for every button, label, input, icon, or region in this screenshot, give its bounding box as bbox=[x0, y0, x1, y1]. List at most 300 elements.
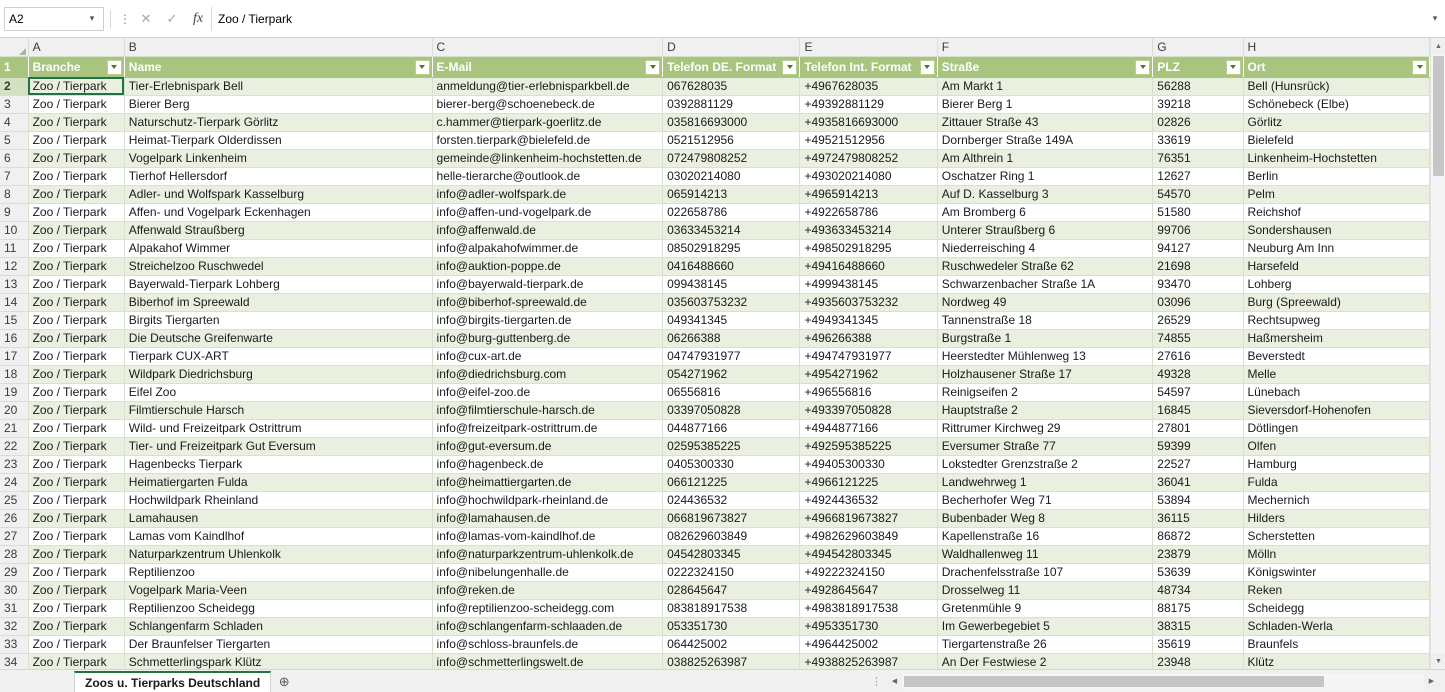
cell[interactable]: +493633453214 bbox=[800, 221, 937, 239]
cell[interactable]: Bubenbader Weg 8 bbox=[937, 509, 1153, 527]
cell[interactable]: 16845 bbox=[1153, 401, 1243, 419]
cell[interactable]: Zoo / Tierpark bbox=[28, 401, 124, 419]
cell[interactable]: 94127 bbox=[1153, 239, 1243, 257]
cell[interactable]: +492595385225 bbox=[800, 437, 937, 455]
table-row[interactable] bbox=[0, 491, 1430, 509]
column-header-a[interactable]: A bbox=[28, 38, 124, 56]
cell[interactable]: info@reptilienzoo-scheidegg.com bbox=[432, 599, 663, 617]
cell[interactable]: Sieversdorf-Hohenofen bbox=[1243, 401, 1430, 419]
cell[interactable]: Vogelpark Linkenheim bbox=[124, 149, 432, 167]
cell[interactable]: 053351730 bbox=[663, 617, 800, 635]
cell[interactable]: Zoo / Tierpark bbox=[28, 617, 124, 635]
table-row[interactable] bbox=[0, 149, 1430, 167]
expand-formula-bar-icon[interactable]: ▾ bbox=[1432, 13, 1438, 23]
cell[interactable]: 86872 bbox=[1153, 527, 1243, 545]
cell[interactable]: +49405300330 bbox=[800, 455, 937, 473]
table-row[interactable] bbox=[0, 131, 1430, 149]
cell[interactable]: Naturschutz-Tierpark Görlitz bbox=[124, 113, 432, 131]
cell[interactable]: +4938825263987 bbox=[800, 653, 937, 669]
cell[interactable]: Zoo / Tierpark bbox=[28, 113, 124, 131]
scroll-up-icon[interactable]: ▲ bbox=[1431, 38, 1445, 54]
row-header-10[interactable]: 10 bbox=[0, 221, 28, 239]
scroll-down-icon[interactable]: ▼ bbox=[1431, 653, 1445, 669]
table-row[interactable] bbox=[0, 527, 1430, 545]
table-row[interactable] bbox=[0, 509, 1430, 527]
cell[interactable]: Zoo / Tierpark bbox=[28, 293, 124, 311]
cell[interactable]: +498502918295 bbox=[800, 239, 937, 257]
cell[interactable]: Gretenmühle 9 bbox=[937, 599, 1153, 617]
cell[interactable]: Ruschwedeler Straße 62 bbox=[937, 257, 1153, 275]
table-row[interactable] bbox=[0, 257, 1430, 275]
filter-dropdown-icon[interactable] bbox=[415, 60, 430, 75]
table-row[interactable] bbox=[0, 329, 1430, 347]
cell[interactable]: 066121225 bbox=[663, 473, 800, 491]
cell[interactable]: Klütz bbox=[1243, 653, 1430, 669]
table-row[interactable] bbox=[0, 455, 1430, 473]
row-header-27[interactable]: 27 bbox=[0, 527, 28, 545]
cell[interactable]: info@reken.de bbox=[432, 581, 663, 599]
horizontal-scrollbar[interactable] bbox=[887, 674, 1439, 689]
cell[interactable]: info@affen-und-vogelpark.de bbox=[432, 203, 663, 221]
cell[interactable]: 49328 bbox=[1153, 365, 1243, 383]
cell[interactable]: Bielefeld bbox=[1243, 131, 1430, 149]
cell[interactable]: 99706 bbox=[1153, 221, 1243, 239]
cell[interactable]: Zoo / Tierpark bbox=[28, 149, 124, 167]
cell[interactable]: +4935816693000 bbox=[800, 113, 937, 131]
cell[interactable]: Eifel Zoo bbox=[124, 383, 432, 401]
chevron-down-icon[interactable]: ▾ bbox=[89, 13, 95, 23]
cell[interactable]: info@affenwald.de bbox=[432, 221, 663, 239]
cell[interactable]: 38315 bbox=[1153, 617, 1243, 635]
cell[interactable]: Lünebach bbox=[1243, 383, 1430, 401]
cell[interactable]: info@schloss-braunfels.de bbox=[432, 635, 663, 653]
cell[interactable]: Rittrumer Kirchweg 29 bbox=[937, 419, 1153, 437]
cell[interactable]: Schmetterlingspark Klütz bbox=[124, 653, 432, 669]
cell[interactable]: Zoo / Tierpark bbox=[28, 185, 124, 203]
cell[interactable]: helle-tierarche@outlook.de bbox=[432, 167, 663, 185]
cell[interactable]: gemeinde@linkenheim-hochstetten.de bbox=[432, 149, 663, 167]
cell[interactable]: +496266388 bbox=[800, 329, 937, 347]
row-header-19[interactable]: 19 bbox=[0, 383, 28, 401]
cell[interactable]: 59399 bbox=[1153, 437, 1243, 455]
cell[interactable]: Zoo / Tierpark bbox=[28, 275, 124, 293]
cell[interactable]: 23948 bbox=[1153, 653, 1243, 669]
cell[interactable]: Hagenbecks Tierpark bbox=[124, 455, 432, 473]
cell[interactable]: +4954271962 bbox=[800, 365, 937, 383]
cell[interactable]: +4965914213 bbox=[800, 185, 937, 203]
cell[interactable]: 93470 bbox=[1153, 275, 1243, 293]
table-row[interactable] bbox=[0, 239, 1430, 257]
cell[interactable]: 06556816 bbox=[663, 383, 800, 401]
scroll-left-icon[interactable]: ◀ bbox=[887, 674, 902, 689]
cell[interactable]: Zoo / Tierpark bbox=[28, 491, 124, 509]
cell[interactable]: Melle bbox=[1243, 365, 1430, 383]
table-row[interactable] bbox=[0, 617, 1430, 635]
table-row[interactable] bbox=[0, 383, 1430, 401]
cell[interactable]: +4953351730 bbox=[800, 617, 937, 635]
cell[interactable]: 03096 bbox=[1153, 293, 1243, 311]
table-row[interactable] bbox=[0, 473, 1430, 491]
row-header-15[interactable]: 15 bbox=[0, 311, 28, 329]
cell[interactable]: Wildpark Diedrichsburg bbox=[124, 365, 432, 383]
cell[interactable]: Am Markt 1 bbox=[937, 77, 1153, 95]
cell[interactable]: 035603753232 bbox=[663, 293, 800, 311]
cell[interactable]: +4924436532 bbox=[800, 491, 937, 509]
cell[interactable]: Lamahausen bbox=[124, 509, 432, 527]
row-header-23[interactable]: 23 bbox=[0, 455, 28, 473]
cell[interactable]: forsten.tierpark@bielefeld.de bbox=[432, 131, 663, 149]
cell[interactable]: 066819673827 bbox=[663, 509, 800, 527]
cell[interactable]: Braunfels bbox=[1243, 635, 1430, 653]
cell[interactable]: 03633453214 bbox=[663, 221, 800, 239]
filter-dropdown-icon[interactable] bbox=[920, 60, 935, 75]
cell[interactable]: Zoo / Tierpark bbox=[28, 437, 124, 455]
cell[interactable]: 48734 bbox=[1153, 581, 1243, 599]
cell[interactable]: 74855 bbox=[1153, 329, 1243, 347]
cell[interactable]: info@naturparkzentrum-uhlenkolk.de bbox=[432, 545, 663, 563]
sheet-tab-zoos[interactable] bbox=[74, 671, 271, 692]
cell[interactable]: info@heimattiergarten.de bbox=[432, 473, 663, 491]
row-header-30[interactable]: 30 bbox=[0, 581, 28, 599]
cell[interactable]: +4982629603849 bbox=[800, 527, 937, 545]
cell[interactable]: info@adler-wolfspark.de bbox=[432, 185, 663, 203]
cell[interactable]: 067628035 bbox=[663, 77, 800, 95]
cell[interactable]: 08502918295 bbox=[663, 239, 800, 257]
cell[interactable]: info@nibelungenhalle.de bbox=[432, 563, 663, 581]
cell[interactable]: info@cux-art.de bbox=[432, 347, 663, 365]
cell[interactable]: Zoo / Tierpark bbox=[28, 383, 124, 401]
cell[interactable]: 53639 bbox=[1153, 563, 1243, 581]
row-header-22[interactable]: 22 bbox=[0, 437, 28, 455]
cell[interactable]: Mechernich bbox=[1243, 491, 1430, 509]
worksheet-grid[interactable] bbox=[0, 38, 1445, 669]
cell[interactable]: Becherhofer Weg 71 bbox=[937, 491, 1153, 509]
horizontal-scroll-thumb[interactable] bbox=[904, 676, 1324, 687]
cell[interactable]: Landwehrweg 1 bbox=[937, 473, 1153, 491]
cell[interactable]: 099438145 bbox=[663, 275, 800, 293]
cell[interactable]: Rechtsupweg bbox=[1243, 311, 1430, 329]
cell[interactable]: 21698 bbox=[1153, 257, 1243, 275]
cell[interactable]: info@alpakahofwimmer.de bbox=[432, 239, 663, 257]
row-header-32[interactable]: 32 bbox=[0, 617, 28, 635]
table-row[interactable] bbox=[0, 653, 1430, 669]
cell[interactable]: Streichelzoo Ruschwedel bbox=[124, 257, 432, 275]
cell[interactable]: Eversumer Straße 77 bbox=[937, 437, 1153, 455]
cell[interactable]: Zoo / Tierpark bbox=[28, 599, 124, 617]
cell[interactable]: +4949341345 bbox=[800, 311, 937, 329]
cell[interactable]: info@birgits-tiergarten.de bbox=[432, 311, 663, 329]
cell[interactable]: Königswinter bbox=[1243, 563, 1430, 581]
cell[interactable]: Neuburg Am Inn bbox=[1243, 239, 1430, 257]
cell[interactable]: Burg (Spreewald) bbox=[1243, 293, 1430, 311]
table-row[interactable] bbox=[0, 365, 1430, 383]
cell[interactable]: Affen- und Vogelpark Eckenhagen bbox=[124, 203, 432, 221]
cell[interactable]: 56288 bbox=[1153, 77, 1243, 95]
cell[interactable]: Zoo / Tierpark bbox=[28, 527, 124, 545]
cell[interactable]: 36041 bbox=[1153, 473, 1243, 491]
cell[interactable]: +496556816 bbox=[800, 383, 937, 401]
horizontal-scroll-track[interactable] bbox=[902, 674, 1424, 689]
row-header-16[interactable]: 16 bbox=[0, 329, 28, 347]
cell[interactable]: Zoo / Tierpark bbox=[28, 635, 124, 653]
insert-function-icon[interactable]: fx bbox=[192, 10, 204, 26]
cell[interactable]: +4922658786 bbox=[800, 203, 937, 221]
cell[interactable]: Harsefeld bbox=[1243, 257, 1430, 275]
row-header-25[interactable]: 25 bbox=[0, 491, 28, 509]
add-sheet-icon[interactable]: ⊕ bbox=[278, 673, 290, 689]
table-header-cell[interactable]: PLZ bbox=[1153, 56, 1243, 77]
cell[interactable]: +4928645647 bbox=[800, 581, 937, 599]
cell[interactable]: +4935603753232 bbox=[800, 293, 937, 311]
cell[interactable]: Zoo / Tierpark bbox=[28, 77, 124, 95]
cell[interactable]: Im Gewerbegebiet 5 bbox=[937, 617, 1153, 635]
cell[interactable]: Lokstedter Grenzstraße 2 bbox=[937, 455, 1153, 473]
cell[interactable]: +4966121225 bbox=[800, 473, 937, 491]
cell[interactable]: +494747931977 bbox=[800, 347, 937, 365]
cell[interactable]: 39218 bbox=[1153, 95, 1243, 113]
row-header-2[interactable]: 2 bbox=[0, 77, 28, 95]
cell[interactable]: 36115 bbox=[1153, 509, 1243, 527]
cell[interactable]: info@filmtierschule-harsch.de bbox=[432, 401, 663, 419]
cell[interactable]: 0405300330 bbox=[663, 455, 800, 473]
more-options-icon[interactable]: ⋮ bbox=[119, 11, 131, 26]
cell[interactable]: Adler- und Wolfspark Kasselburg bbox=[124, 185, 432, 203]
cell[interactable]: 51580 bbox=[1153, 203, 1243, 221]
cell[interactable]: info@eifel-zoo.de bbox=[432, 383, 663, 401]
cell[interactable]: 049341345 bbox=[663, 311, 800, 329]
cell[interactable]: Schladen-Werla bbox=[1243, 617, 1430, 635]
table-row[interactable] bbox=[0, 185, 1430, 203]
cell[interactable]: Görlitz bbox=[1243, 113, 1430, 131]
cell[interactable]: 04542803345 bbox=[663, 545, 800, 563]
table-row[interactable] bbox=[0, 113, 1430, 131]
cell[interactable]: Zoo / Tierpark bbox=[28, 167, 124, 185]
cell[interactable]: Zoo / Tierpark bbox=[28, 365, 124, 383]
row-header-34[interactable]: 34 bbox=[0, 653, 28, 669]
table-row[interactable] bbox=[0, 581, 1430, 599]
cell[interactable]: info@burg-guttenberg.de bbox=[432, 329, 663, 347]
table-row[interactable] bbox=[0, 347, 1430, 365]
cell[interactable]: +4999438145 bbox=[800, 275, 937, 293]
cell[interactable]: 26529 bbox=[1153, 311, 1243, 329]
cell[interactable]: Zoo / Tierpark bbox=[28, 311, 124, 329]
cell[interactable]: info@lamas-vom-kaindlhof.de bbox=[432, 527, 663, 545]
cell[interactable]: info@lamahausen.de bbox=[432, 509, 663, 527]
cell[interactable]: anmeldung@tier-erlebnisparkbell.de bbox=[432, 77, 663, 95]
cell[interactable]: info@auktion-poppe.de bbox=[432, 257, 663, 275]
cell[interactable]: 022658786 bbox=[663, 203, 800, 221]
vertical-scroll-thumb[interactable] bbox=[1433, 56, 1444, 176]
cell[interactable]: Schwarzenbacher Straße 1A bbox=[937, 275, 1153, 293]
cell[interactable]: 88175 bbox=[1153, 599, 1243, 617]
cell[interactable]: Am Bromberg 6 bbox=[937, 203, 1153, 221]
cell[interactable]: Pelm bbox=[1243, 185, 1430, 203]
cell[interactable]: +49222324150 bbox=[800, 563, 937, 581]
cell[interactable]: Bierer Berg 1 bbox=[937, 95, 1153, 113]
cell[interactable]: info@hagenbeck.de bbox=[432, 455, 663, 473]
cell[interactable]: +4964425002 bbox=[800, 635, 937, 653]
cell[interactable]: 27801 bbox=[1153, 419, 1243, 437]
column-header-d[interactable]: D bbox=[663, 38, 800, 56]
cell[interactable]: info@freizeitpark-ostrittrum.de bbox=[432, 419, 663, 437]
cell[interactable]: Der Braunfelser Tiergarten bbox=[124, 635, 432, 653]
cell[interactable]: Dötlingen bbox=[1243, 419, 1430, 437]
cell[interactable]: Lamas vom Kaindlhof bbox=[124, 527, 432, 545]
row-header-6[interactable]: 6 bbox=[0, 149, 28, 167]
cell[interactable]: Affenwald Straußberg bbox=[124, 221, 432, 239]
cell[interactable]: Die Deutsche Greifenwarte bbox=[124, 329, 432, 347]
cell[interactable]: Berlin bbox=[1243, 167, 1430, 185]
cell[interactable]: Biberhof im Spreewald bbox=[124, 293, 432, 311]
cell[interactable]: Dornberger Straße 149A bbox=[937, 131, 1153, 149]
cell[interactable]: Reken bbox=[1243, 581, 1430, 599]
cell[interactable]: Tier-Erlebnispark Bell bbox=[124, 77, 432, 95]
column-header-h[interactable]: H bbox=[1243, 38, 1430, 56]
cell[interactable]: 054271962 bbox=[663, 365, 800, 383]
cell[interactable]: 76351 bbox=[1153, 149, 1243, 167]
cell[interactable]: Reichshof bbox=[1243, 203, 1430, 221]
table-row[interactable] bbox=[0, 293, 1430, 311]
row-header-7[interactable]: 7 bbox=[0, 167, 28, 185]
cell[interactable]: An Der Festwiese 2 bbox=[937, 653, 1153, 669]
cell[interactable]: Zoo / Tierpark bbox=[28, 545, 124, 563]
cell[interactable]: Zoo / Tierpark bbox=[28, 509, 124, 527]
column-header-e[interactable]: E bbox=[800, 38, 937, 56]
row-header-20[interactable]: 20 bbox=[0, 401, 28, 419]
row-header-12[interactable]: 12 bbox=[0, 257, 28, 275]
cell[interactable]: 03020214080 bbox=[663, 167, 800, 185]
cell[interactable]: 0416488660 bbox=[663, 257, 800, 275]
row-header-33[interactable]: 33 bbox=[0, 635, 28, 653]
cell[interactable]: Sondershausen bbox=[1243, 221, 1430, 239]
cell[interactable]: +49521512956 bbox=[800, 131, 937, 149]
cell[interactable]: Birgits Tiergarten bbox=[124, 311, 432, 329]
table-row[interactable] bbox=[0, 221, 1430, 239]
cell[interactable]: Reptilienzoo bbox=[124, 563, 432, 581]
cell[interactable]: Tiergartenstraße 26 bbox=[937, 635, 1153, 653]
cell[interactable]: info@diedrichsburg.com bbox=[432, 365, 663, 383]
cell[interactable]: Tierhof Hellersdorf bbox=[124, 167, 432, 185]
cell[interactable]: Bierer Berg bbox=[124, 95, 432, 113]
cell[interactable]: +493020214080 bbox=[800, 167, 937, 185]
cell[interactable]: 27616 bbox=[1153, 347, 1243, 365]
table-header-cell[interactable]: Telefon DE. Format bbox=[663, 56, 800, 77]
cell[interactable]: Burgstraße 1 bbox=[937, 329, 1153, 347]
cell[interactable]: 065914213 bbox=[663, 185, 800, 203]
cell[interactable]: Zoo / Tierpark bbox=[28, 563, 124, 581]
cell[interactable]: Unterer Straußberg 6 bbox=[937, 221, 1153, 239]
cell[interactable]: Hilders bbox=[1243, 509, 1430, 527]
table-row[interactable] bbox=[0, 437, 1430, 455]
cell[interactable]: Schönebeck (Elbe) bbox=[1243, 95, 1430, 113]
row-header-9[interactable]: 9 bbox=[0, 203, 28, 221]
table-header-cell[interactable]: E-Mail bbox=[432, 56, 663, 77]
cell[interactable]: 028645647 bbox=[663, 581, 800, 599]
cell[interactable]: c.hammer@tierpark-goerlitz.de bbox=[432, 113, 663, 131]
vertical-scrollbar[interactable] bbox=[1430, 38, 1445, 669]
cell[interactable]: Lohberg bbox=[1243, 275, 1430, 293]
cell[interactable]: Am Althrein 1 bbox=[937, 149, 1153, 167]
cell[interactable]: 044877166 bbox=[663, 419, 800, 437]
column-header-f[interactable]: F bbox=[937, 38, 1153, 56]
cell[interactable]: Fulda bbox=[1243, 473, 1430, 491]
row-header-11[interactable]: 11 bbox=[0, 239, 28, 257]
table-row[interactable] bbox=[0, 275, 1430, 293]
cell[interactable]: Zoo / Tierpark bbox=[28, 653, 124, 669]
scroll-right-icon[interactable]: ▶ bbox=[1424, 674, 1439, 689]
cell[interactable]: Vogelpark Maria-Veen bbox=[124, 581, 432, 599]
table-row[interactable] bbox=[0, 311, 1430, 329]
cell[interactable]: Naturparkzentrum Uhlenkolk bbox=[124, 545, 432, 563]
cell[interactable]: Tierpark CUX-ART bbox=[124, 347, 432, 365]
table-row[interactable] bbox=[0, 563, 1430, 581]
cell[interactable]: Heimatiergarten Fulda bbox=[124, 473, 432, 491]
row-header-8[interactable]: 8 bbox=[0, 185, 28, 203]
cell[interactable]: Scherstetten bbox=[1243, 527, 1430, 545]
table-row[interactable] bbox=[0, 203, 1430, 221]
cell[interactable]: Kapellenstraße 16 bbox=[937, 527, 1153, 545]
cell[interactable]: Olfen bbox=[1243, 437, 1430, 455]
cell[interactable]: 22527 bbox=[1153, 455, 1243, 473]
cell[interactable]: Zoo / Tierpark bbox=[28, 221, 124, 239]
name-box[interactable] bbox=[4, 7, 104, 31]
cell[interactable]: 064425002 bbox=[663, 635, 800, 653]
cell[interactable]: 072479808252 bbox=[663, 149, 800, 167]
cell[interactable]: info@gut-eversum.de bbox=[432, 437, 663, 455]
row-header-28[interactable]: 28 bbox=[0, 545, 28, 563]
cell[interactable]: Zoo / Tierpark bbox=[28, 257, 124, 275]
cell[interactable]: 53894 bbox=[1153, 491, 1243, 509]
cell[interactable]: Zoo / Tierpark bbox=[28, 329, 124, 347]
cell[interactable]: 06266388 bbox=[663, 329, 800, 347]
cell[interactable]: 02826 bbox=[1153, 113, 1243, 131]
cell[interactable]: +4966819673827 bbox=[800, 509, 937, 527]
table-header-cell[interactable]: Telefon Int. Format bbox=[800, 56, 937, 77]
cell[interactable]: +4944877166 bbox=[800, 419, 937, 437]
cell[interactable]: Hauptstraße 2 bbox=[937, 401, 1153, 419]
cell[interactable]: Niederreisching 4 bbox=[937, 239, 1153, 257]
cell[interactable]: 35619 bbox=[1153, 635, 1243, 653]
cell[interactable]: 0521512956 bbox=[663, 131, 800, 149]
cell[interactable]: Zoo / Tierpark bbox=[28, 239, 124, 257]
cell[interactable]: 23879 bbox=[1153, 545, 1243, 563]
cell[interactable]: Holzhausener Straße 17 bbox=[937, 365, 1153, 383]
table-row[interactable] bbox=[0, 167, 1430, 185]
cell[interactable]: Scheidegg bbox=[1243, 599, 1430, 617]
cell[interactable]: Haßmersheim bbox=[1243, 329, 1430, 347]
cell[interactable]: Nordweg 49 bbox=[937, 293, 1153, 311]
cell[interactable]: Heimat-Tierpark Olderdissen bbox=[124, 131, 432, 149]
cell[interactable]: 02595385225 bbox=[663, 437, 800, 455]
row-header-4[interactable]: 4 bbox=[0, 113, 28, 131]
cell[interactable]: Waldhallenweg 11 bbox=[937, 545, 1153, 563]
cell[interactable]: info@biberhof-spreewald.de bbox=[432, 293, 663, 311]
cell[interactable]: Auf D. Kasselburg 3 bbox=[937, 185, 1153, 203]
cell[interactable]: Mölln bbox=[1243, 545, 1430, 563]
table-header-cell[interactable]: Straße bbox=[937, 56, 1153, 77]
cell[interactable]: Zittauer Straße 43 bbox=[937, 113, 1153, 131]
cell[interactable]: Filmtierschule Harsch bbox=[124, 401, 432, 419]
cell[interactable]: 03397050828 bbox=[663, 401, 800, 419]
cell[interactable]: Reinigseifen 2 bbox=[937, 383, 1153, 401]
row-header-24[interactable]: 24 bbox=[0, 473, 28, 491]
table-header-cell[interactable]: Ort bbox=[1243, 56, 1430, 77]
cell[interactable]: Zoo / Tierpark bbox=[28, 473, 124, 491]
cell[interactable]: Alpakahof Wimmer bbox=[124, 239, 432, 257]
cell[interactable]: 33619 bbox=[1153, 131, 1243, 149]
cell[interactable]: +493397050828 bbox=[800, 401, 937, 419]
filter-dropdown-icon[interactable] bbox=[782, 60, 797, 75]
